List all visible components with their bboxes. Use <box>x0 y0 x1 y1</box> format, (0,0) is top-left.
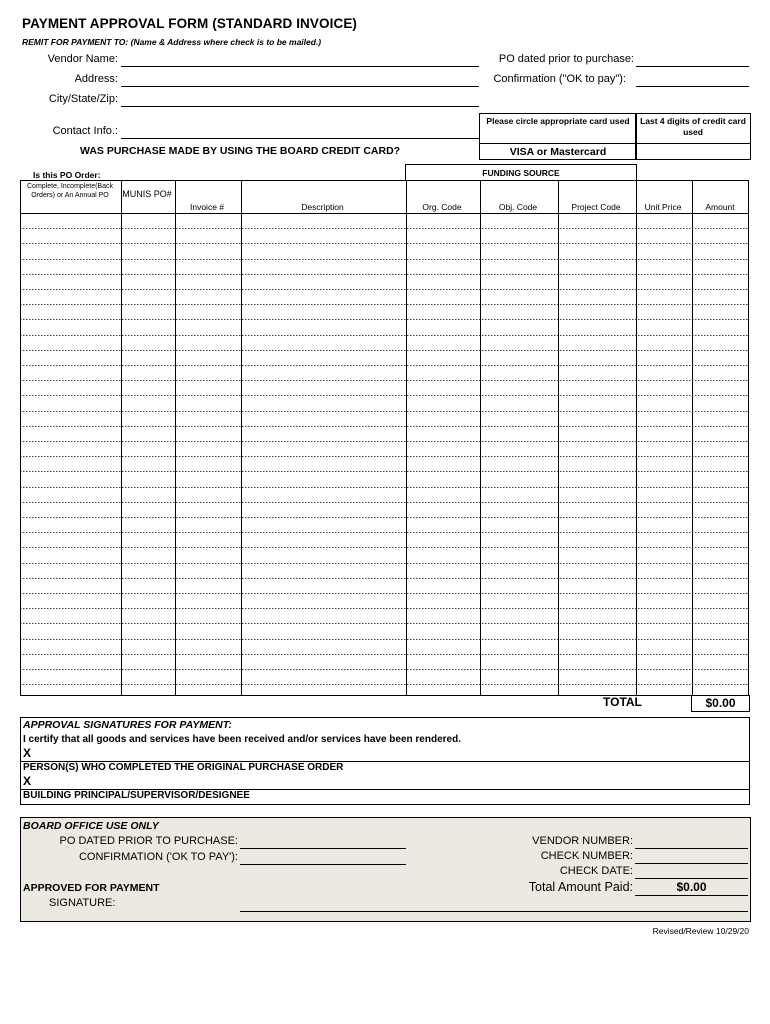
invoice-header: Invoice # <box>189 202 225 212</box>
unit-price-header: Unit Price <box>644 202 682 212</box>
line-items-table <box>20 180 749 696</box>
po-dated-field[interactable] <box>636 66 749 67</box>
city-state-zip-label: City/State/Zip: <box>48 93 118 105</box>
obj-code-header: Obj. Code <box>498 202 538 212</box>
contact-info-label: Contact Info.: <box>52 125 118 137</box>
contact-info-field[interactable] <box>121 138 479 139</box>
vendor-number-label: VENDOR NUMBER: <box>532 835 633 847</box>
check-date-label: CHECK DATE: <box>559 865 633 877</box>
amount-header: Amount <box>705 202 735 212</box>
munis-po-header: MUNIS PO# <box>122 189 172 199</box>
card-circle-label: Please circle appropriate card used <box>486 116 630 126</box>
credit-card-question: WAS PURCHASE MADE BY USING THE BOARD CREDIT CARD? <box>80 145 401 157</box>
vendor-number-field[interactable] <box>635 848 748 849</box>
project-code-header: Project Code <box>571 202 621 212</box>
total-amount-paid-label: Total Amount Paid: <box>528 880 633 894</box>
description-header: Description <box>301 202 344 212</box>
org-code-header: Org. Code <box>422 202 462 212</box>
revised-date: Revised/Review 10/29/20 <box>652 926 749 936</box>
total-box <box>691 695 750 712</box>
funding-source-label: FUNDING SOURCE <box>482 168 560 178</box>
board-po-dated-field[interactable] <box>240 848 406 849</box>
board-signature-label: SIGNATURE: <box>49 897 116 909</box>
vendor-name-label: Vendor Name: <box>47 53 118 65</box>
last4-label: Last 4 digits of credit card used <box>640 116 746 137</box>
certify-text: I certify that all goods and services have been received and/or services have been rendered. <box>23 734 461 745</box>
approved-for-payment-label: APPROVED FOR PAYMENT <box>23 882 160 894</box>
po-order-label: Is this PO Order: <box>33 170 101 180</box>
card-options[interactable]: VISA or Mastercard <box>509 146 607 158</box>
po-status-header: Complete, Incomplete(Back Orders) or An Annual PO <box>27 183 113 199</box>
card-type-box <box>479 113 637 160</box>
principal-label: BUILDING PRINCIPAL/SUPERVISOR/DESIGNEE <box>23 790 250 801</box>
po-dated-label: PO dated prior to purchase: <box>498 53 634 65</box>
signature-x-2[interactable]: X <box>23 774 32 788</box>
check-number-field[interactable] <box>635 863 748 864</box>
form-subtitle: REMIT FOR PAYMENT TO: (Name & Address where check is to be mailed.) <box>22 37 322 47</box>
last4-box <box>635 113 751 160</box>
total-amount-paid-value: $0.00 <box>635 880 748 896</box>
board-po-dated-label: PO DATED PRIOR TO PURCHASE: <box>59 835 238 847</box>
address-field[interactable] <box>121 86 479 87</box>
city-state-zip-field[interactable] <box>121 106 479 107</box>
approval-signatures-box <box>20 717 750 805</box>
form-title: PAYMENT APPROVAL FORM (STANDARD INVOICE) <box>22 16 358 31</box>
check-date-field[interactable] <box>635 878 748 879</box>
board-confirmation-field[interactable] <box>240 864 406 865</box>
board-signature-field[interactable] <box>240 911 748 912</box>
address-label: Address: <box>74 73 118 85</box>
total-value: $0.00 <box>705 696 736 710</box>
board-office-heading: BOARD OFFICE USE ONLY <box>23 820 159 832</box>
check-number-label: CHECK NUMBER: <box>540 850 633 862</box>
confirmation-field[interactable] <box>636 86 749 87</box>
confirmation-label: Confirmation ("OK to pay"): <box>493 73 626 85</box>
signature-x-1[interactable]: X <box>23 746 32 760</box>
vendor-name-field[interactable] <box>121 66 479 67</box>
board-office-box <box>20 817 751 922</box>
person-completed-po-label: PERSON(S) WHO COMPLETED THE ORIGINAL PURCHASE ORDER <box>23 762 344 773</box>
funding-source-header <box>405 164 637 181</box>
total-label: TOTAL <box>603 695 642 709</box>
board-confirmation-label: CONFIRMATION ('OK TO PAY'): <box>78 851 238 863</box>
table-grid <box>20 180 749 696</box>
approval-heading: APPROVAL SIGNATURES FOR PAYMENT: <box>23 719 232 731</box>
